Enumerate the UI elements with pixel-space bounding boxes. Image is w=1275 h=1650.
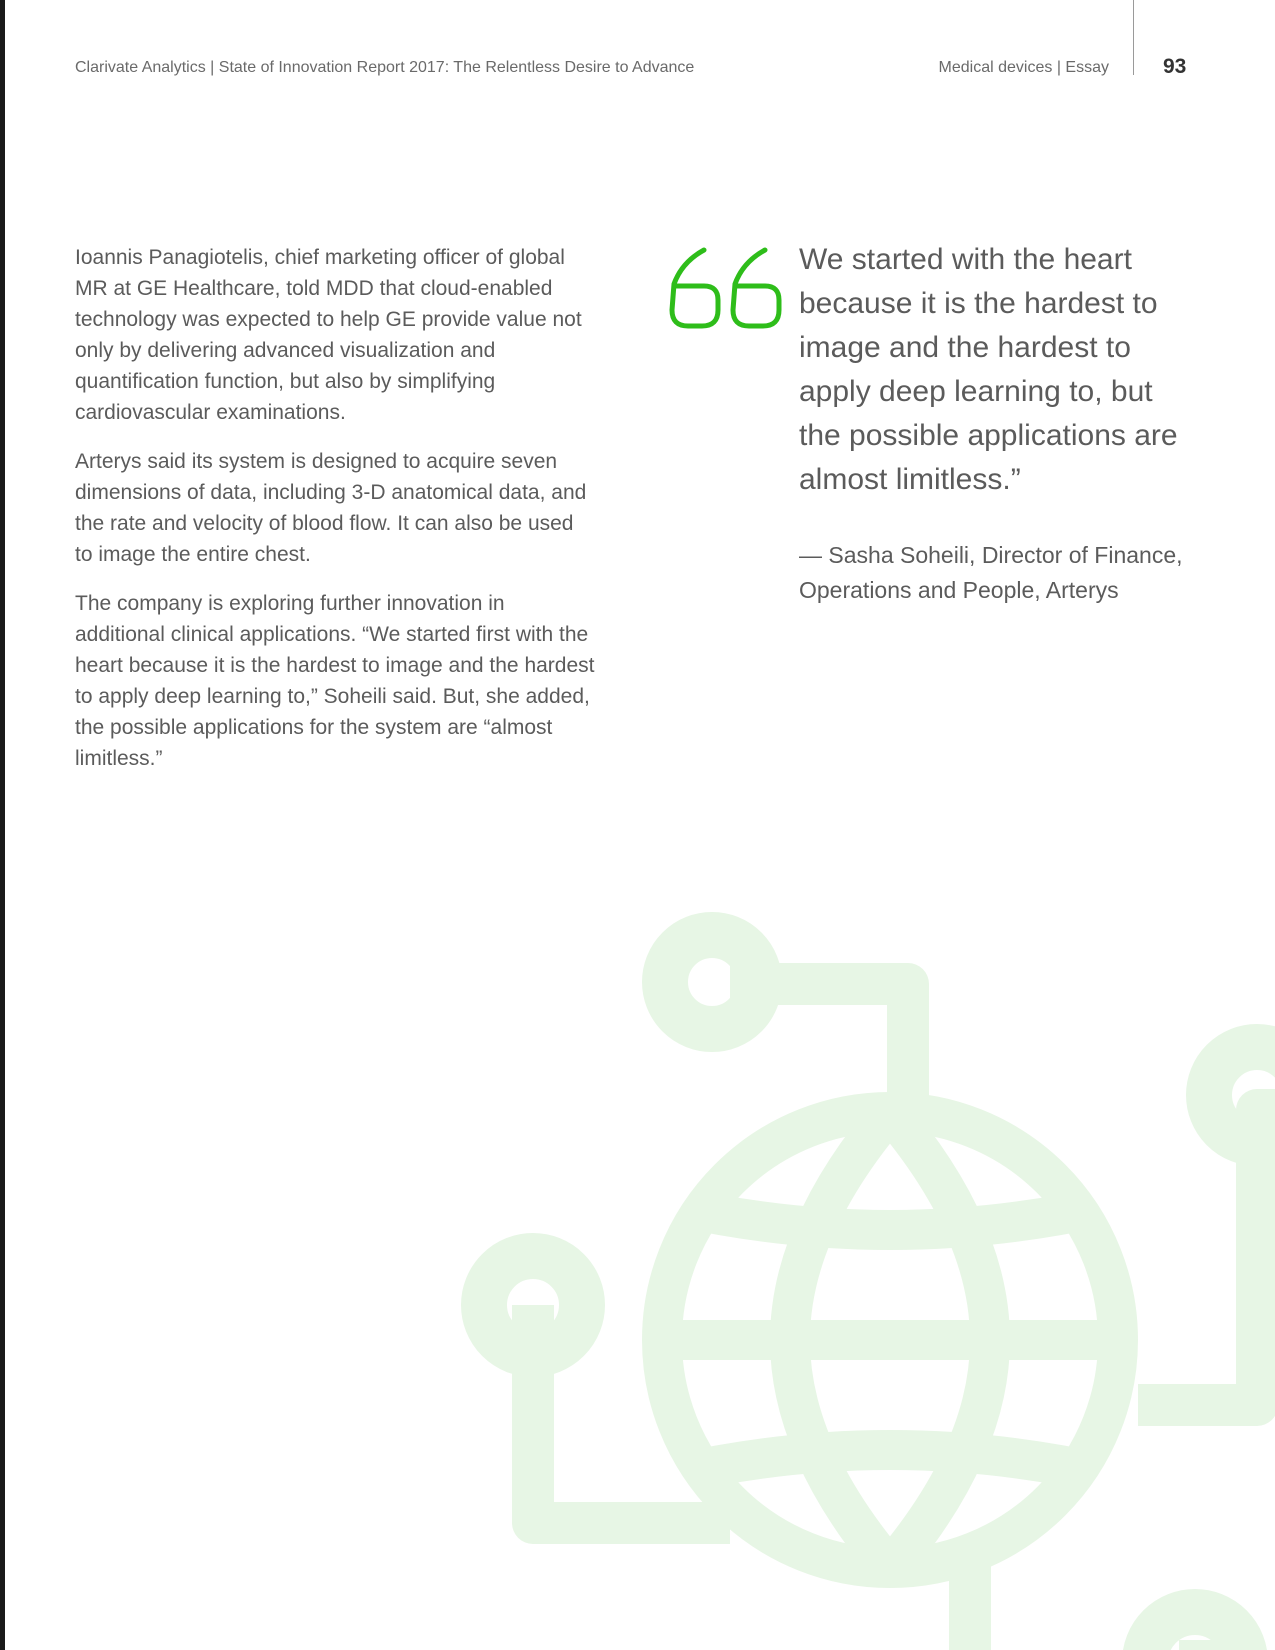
open-quote-icon — [662, 246, 788, 330]
section-label: Medical devices | Essay — [938, 59, 1109, 76]
header-divider — [1133, 0, 1134, 75]
body-paragraph: Arterys said its system is designed to acquire seven dimensions of data, including 3-D anatomical data, and the rate and velocity of blood flow. It can also be used to image the entire chest. — [75, 450, 587, 566]
body-text-column — [75, 242, 595, 792]
pull-quote-text: We started with the heart because it is the hardest to image and the hardest to apply deep learning to, but the possible applications are almost limitless.” — [799, 243, 1178, 496]
pull-quote-attribution: — Sasha Soheili, Director of Finance, Operations and People, Arterys — [799, 542, 1183, 603]
body-paragraph: Ioannis Panagiotelis, chief marketing officer of global MR at GE Healthcare, told MDD that cloud-enabled technology was expected to help GE provide value not only by delivering advanced visualization and quantification function, but also by simplifying cardiovascular examinations. — [75, 246, 582, 424]
page-number: 93 — [1163, 55, 1187, 78]
report-title: Clarivate Analytics | State of Innovation Report 2017: The Relentless Desire to Advance — [75, 59, 695, 76]
body-paragraph: The company is exploring further innovation in additional clinical applications. “We started first with the heart because it is the hardest to image and the hardest to apply deep learning to,” Soheili said. But, she added, the possible applications for the system are “almost limitless.” — [75, 592, 595, 770]
